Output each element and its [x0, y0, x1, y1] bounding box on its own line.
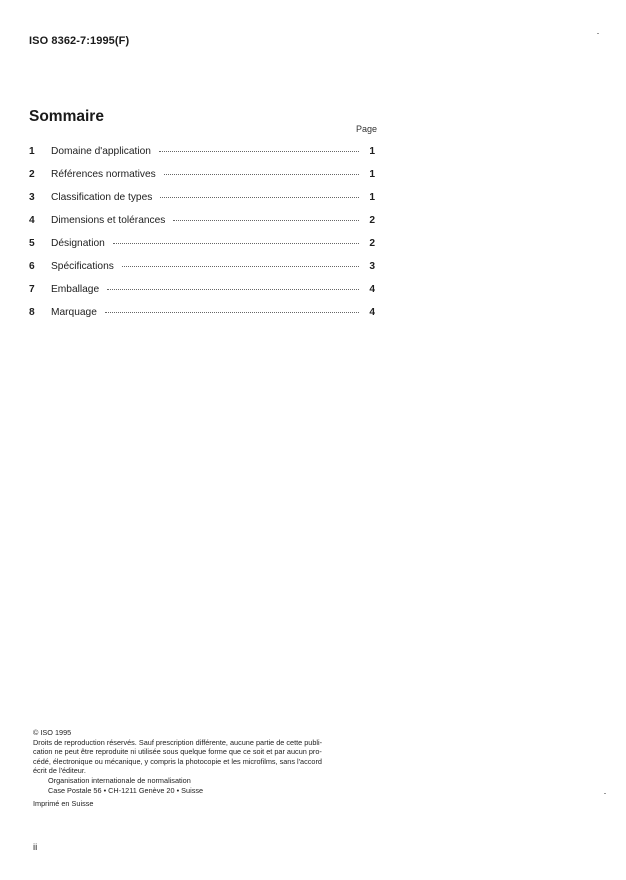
- toc-entry-number: 5: [29, 238, 35, 249]
- toc-entry-label: Dimensions et tolérances: [51, 215, 166, 226]
- toc-entry-label: Marquage: [51, 307, 97, 318]
- toc-entry-label: Emballage: [51, 284, 100, 295]
- toc-entry-number: 6: [29, 261, 35, 272]
- toc-entry-number: 7: [29, 284, 35, 295]
- toc-entry-page: 4: [369, 284, 375, 295]
- toc-leader-dots: [105, 312, 359, 313]
- rights-text-line: cédé, électronique ou mécanique, y compris la photocopie et les microfilms, sans l'accord: [33, 756, 322, 766]
- toc-entry-page: 1: [369, 169, 375, 180]
- toc-leader-dots: [107, 289, 359, 290]
- toc-entry-number: 3: [29, 192, 35, 203]
- toc-entry-label: Références normatives: [51, 169, 156, 180]
- scan-speck: [597, 33, 599, 34]
- toc-entry-number: 8: [29, 307, 35, 318]
- toc-entry-label: Domaine d'application: [51, 146, 151, 157]
- rights-text-line: écrit de l'éditeur.: [33, 766, 86, 776]
- toc-entry-label: Classification de types: [51, 192, 153, 203]
- toc-entry-page: 4: [369, 307, 375, 318]
- toc-leader-dots: [160, 197, 359, 198]
- toc-leader-dots: [173, 220, 359, 221]
- toc-entry-label: Désignation: [51, 238, 105, 249]
- toc-entry-page: 1: [369, 192, 375, 203]
- toc-entry[interactable]: [29, 215, 375, 238]
- copyright-line: © ISO 1995: [33, 728, 72, 737]
- rights-text-line: Droits de reproduction réservés. Sauf prescription différente, aucune partie de cette publi-: [33, 737, 323, 747]
- scan-speck: [604, 793, 606, 794]
- page-number: ii: [33, 842, 38, 853]
- toc-leader-dots: [113, 243, 359, 244]
- contents-title: Sommaire: [29, 108, 104, 125]
- toc-entry[interactable]: [29, 307, 375, 330]
- toc-entry[interactable]: [29, 261, 375, 284]
- organisation-address: Case Postale 56 • CH-1211 Genève 20 • Suisse: [48, 785, 204, 795]
- table-of-contents: [29, 146, 375, 330]
- toc-leader-dots: [159, 151, 359, 152]
- toc-entry-label: Spécifications: [51, 261, 114, 272]
- toc-entry[interactable]: [29, 169, 375, 192]
- toc-leader-dots: [164, 174, 359, 175]
- toc-entry[interactable]: [29, 146, 375, 169]
- toc-entry[interactable]: [29, 284, 375, 307]
- toc-entry-page: 2: [369, 215, 375, 226]
- toc-entry-number: 2: [29, 169, 35, 180]
- copyright-notice: [33, 728, 383, 809]
- toc-entry-page: 1: [369, 146, 375, 157]
- document-identifier: ISO 8362-7:1995(F): [29, 35, 130, 47]
- toc-entry-number: 1: [29, 146, 35, 157]
- organisation-name: Organisation internationale de normalisation: [48, 775, 191, 785]
- page-column-header: Page: [356, 124, 378, 134]
- toc-entry-page: 3: [369, 261, 375, 272]
- printed-in: Imprimé en Suisse: [33, 799, 94, 809]
- toc-entry[interactable]: [29, 192, 375, 215]
- toc-leader-dots: [122, 266, 359, 267]
- toc-entry-page: 2: [369, 238, 375, 249]
- toc-entry[interactable]: [29, 238, 375, 261]
- toc-entry-number: 4: [29, 215, 35, 226]
- rights-text-line: cation ne peut être reproduite ni utilisée sous quelque forme que ce soit et par aucun pro-: [33, 747, 322, 757]
